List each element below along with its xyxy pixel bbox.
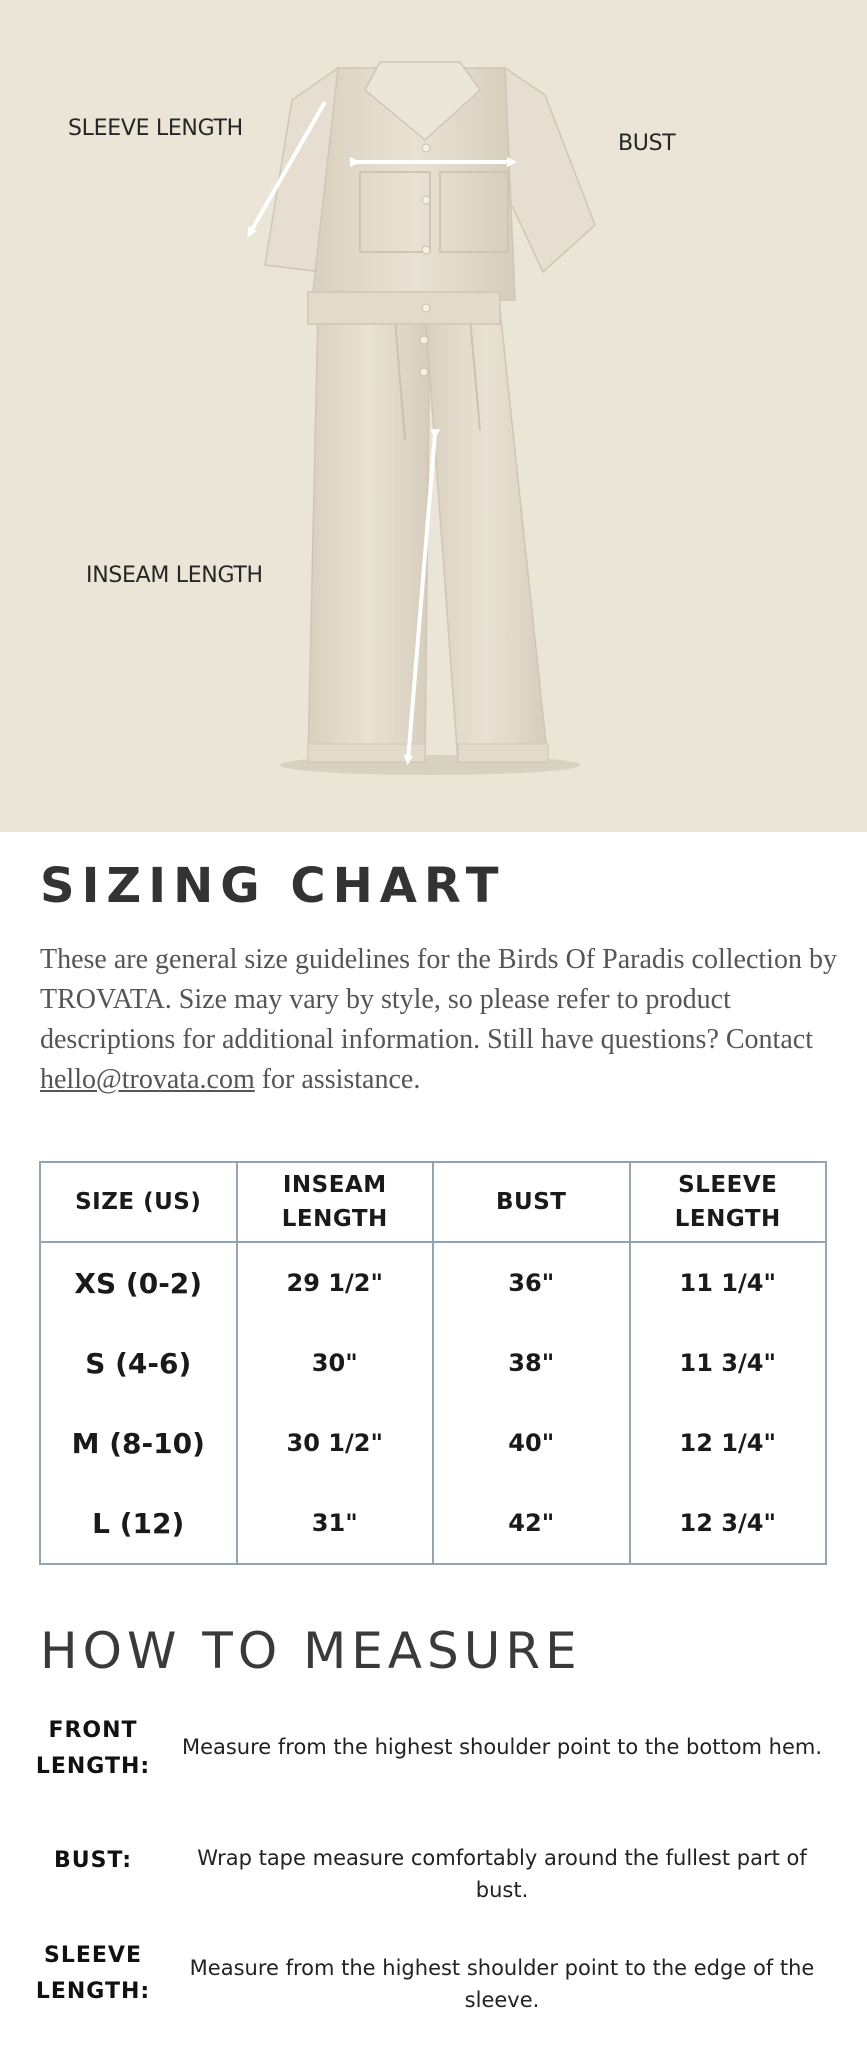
sleeve-length-measure-text: Measure from the highest shoulder point to the edge of the sleeve. — [189, 1956, 815, 2012]
size-cell: M (8-10) — [40, 1403, 237, 1483]
table-row — [40, 1403, 826, 1483]
sizing-intro — [40, 940, 840, 1100]
how-to-measure-title: HOW TO MEASURE — [40, 1622, 582, 1680]
front-length-label: FRONT LENGTH: — [35, 1718, 151, 1779]
bust-measure-label: BUST: — [53, 1848, 133, 1873]
bust-cell: 38" — [433, 1323, 630, 1403]
bust-label: BUST — [618, 131, 676, 156]
table-row — [40, 1483, 826, 1564]
inseam-length-label: INSEAM LENGTH — [86, 563, 263, 588]
garment-diagram — [0, 0, 867, 832]
intro-text-end: for assistance. — [254, 1064, 421, 1095]
inseam-cell: 29 1/2" — [237, 1242, 434, 1323]
inseam-cell: 31" — [237, 1483, 434, 1564]
sleeve-cell: 12 3/4" — [630, 1483, 827, 1564]
inseam-cell: 30" — [237, 1323, 434, 1403]
sleeve-length-measure-label: SLEEVE LENGTH: — [35, 1943, 151, 2004]
size-table — [39, 1161, 827, 1565]
sleeve-cell: 12 1/4" — [630, 1403, 827, 1483]
bust-cell: 40" — [433, 1403, 630, 1483]
size-cell: S (4-6) — [40, 1323, 237, 1403]
header-inseam: INSEAM LENGTH — [237, 1162, 434, 1242]
bust-cell: 36" — [433, 1242, 630, 1323]
sleeve-cell: 11 3/4" — [630, 1323, 827, 1403]
front-length-text: Measure from the highest shoulder point to the bottom hem. — [181, 1735, 823, 1759]
header-size: SIZE (US) — [40, 1162, 237, 1242]
intro-text: These are general size guidelines for the Birds Of Paradis collection by TROVATA. Size may vary by style, so please refer to product descriptions for additional information. Still have questions? Contact — [40, 944, 837, 1055]
inseam-cell: 30 1/2" — [237, 1403, 434, 1483]
header-sleeve: SLEEVE LENGTH — [630, 1162, 827, 1242]
size-cell: XS (0-2) — [40, 1242, 237, 1323]
sizing-chart-title: SIZING CHART — [40, 858, 506, 914]
bust-measure-text: Wrap tape measure comfortably around the fullest part of bust. — [197, 1846, 807, 1902]
table-row — [40, 1323, 826, 1403]
table-row — [40, 1242, 826, 1323]
table-header-row — [40, 1162, 826, 1242]
bust-cell: 42" — [433, 1483, 630, 1564]
sleeve-length-label: SLEEVE LENGTH — [68, 116, 243, 141]
header-bust: BUST — [433, 1162, 630, 1242]
size-cell: L (12) — [40, 1483, 237, 1564]
sleeve-cell: 11 1/4" — [630, 1242, 827, 1323]
contact-email-link[interactable]: hello@trovata.com — [40, 1064, 255, 1095]
